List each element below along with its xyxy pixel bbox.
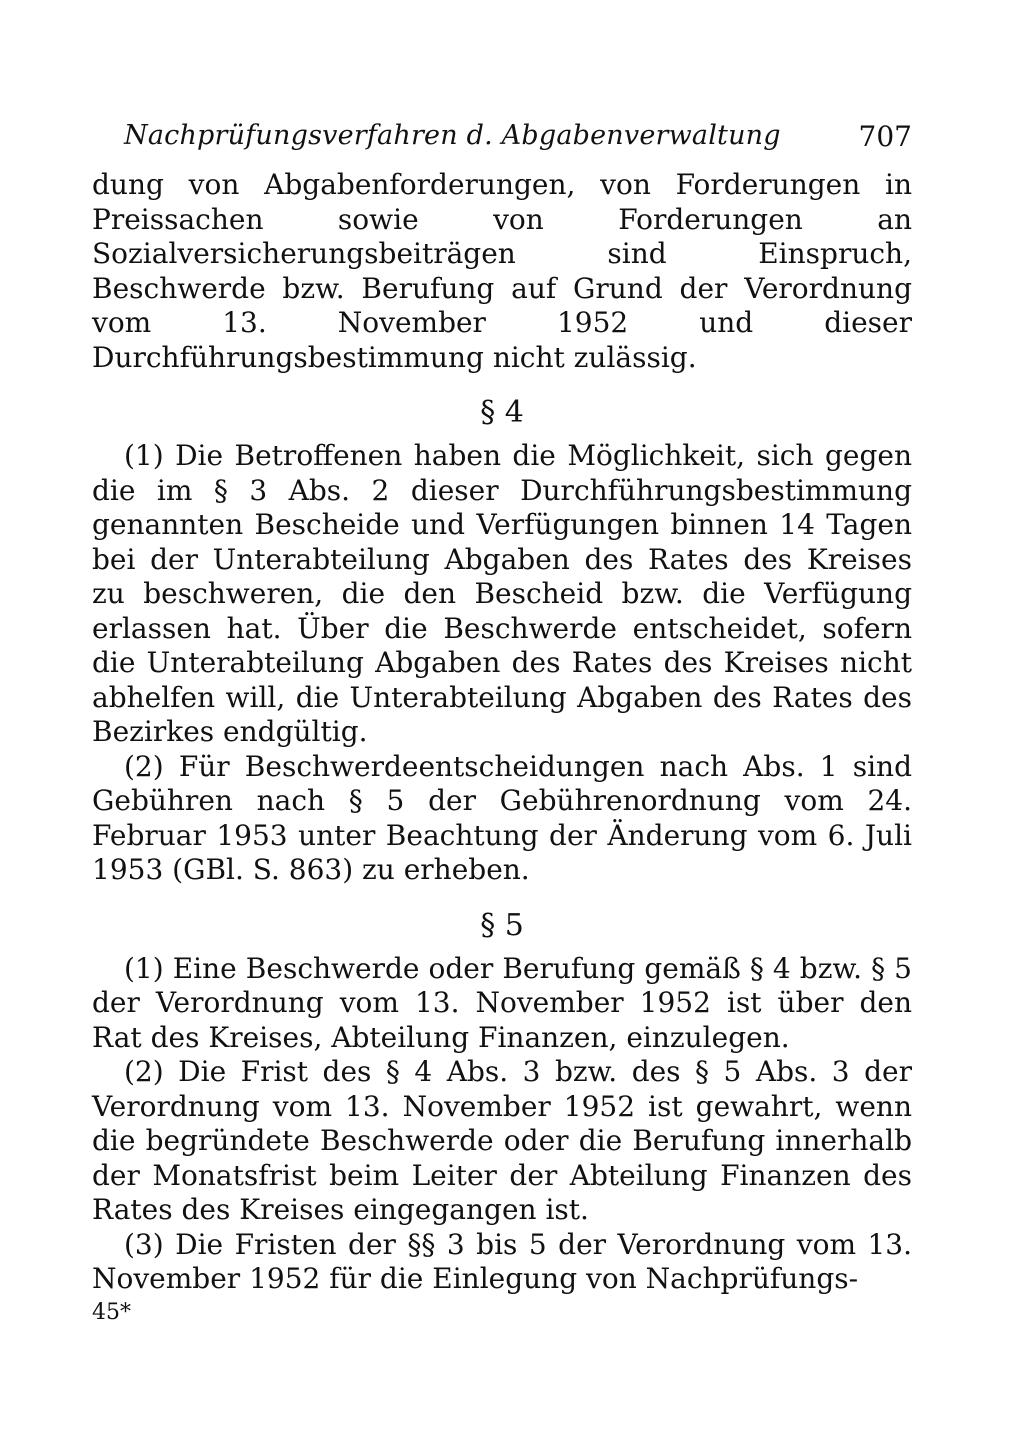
signature-mark: 45* — [92, 1300, 131, 1325]
section-4-paragraph-2: (2) Für Beschwerdeentscheidungen nach Abs. 1 sind Gebühren nach § 5 der Gebührenordnung vom 24. Februar 1953 unter Beachtung der Änderung vom 6. Juli 1953 (GBl. S. 863) zu erheben. — [92, 749, 912, 886]
intro-paragraph: dung von Abgabenforderungen, von Forderungen in Preissachen sowie von Forderungen an Sozialversicherungsbeiträgen sind Einspruch, Beschwerde bzw. Berufung auf Grund der Verordnung vom 13. November 1952 und dieser Durchführungsbestimmung nicht zulässig. — [92, 168, 912, 374]
running-title: Nachprüfungsverfahren d. Abgabenverwaltung — [124, 120, 781, 151]
document-page — [92, 120, 912, 1297]
section-4-heading: § 4 — [480, 395, 524, 430]
section-5-heading: § 5 — [480, 907, 524, 943]
page-number: 707 — [858, 120, 912, 153]
running-header — [92, 120, 912, 160]
section-4-paragraph-1: (1) Die Betroffenen haben die Möglichkeit, sich gegen die im § 3 Abs. 2 dieser Durchführungsbestimmung genannten Bescheide und Verfügungen binnen 14 Tagen bei der Unterabteilung Abgaben des Rates des Kreises zu beschweren, die den Bescheid bzw. die Verfügung erlassen hat. Über die Beschwerde entscheidet, sofern die Unterabteilung Abgaben des Rates des Kreises nicht abhelfen will, die Unterabteilung Abgaben des Rates des Bezirkes endgültig. — [92, 439, 912, 748]
section-5-paragraph-3: (3) Die Fristen der §§ 3 bis 5 der Verordnung vom 13. November 1952 für die Einlegung von Nachprüfungs- — [92, 1227, 912, 1295]
section-5-paragraph-2: (2) Die Frist des § 4 Abs. 3 bzw. des § 5 Abs. 3 der Verordnung vom 13. November 1952 ist gewahrt, wenn die begründete Beschwerde oder die Berufung innerhalb der Monatsfrist beim Leiter der Abteilung Finanzen des Rates des Kreises eingegangen ist. — [92, 1055, 912, 1226]
section-5-paragraph-1: (1) Eine Beschwerde oder Berufung gemäß § 4 bzw. § 5 der Verordnung vom 13. November 1952 ist über den Rat des Kreises, Abteilung Finanzen, einzulegen. — [92, 951, 912, 1054]
